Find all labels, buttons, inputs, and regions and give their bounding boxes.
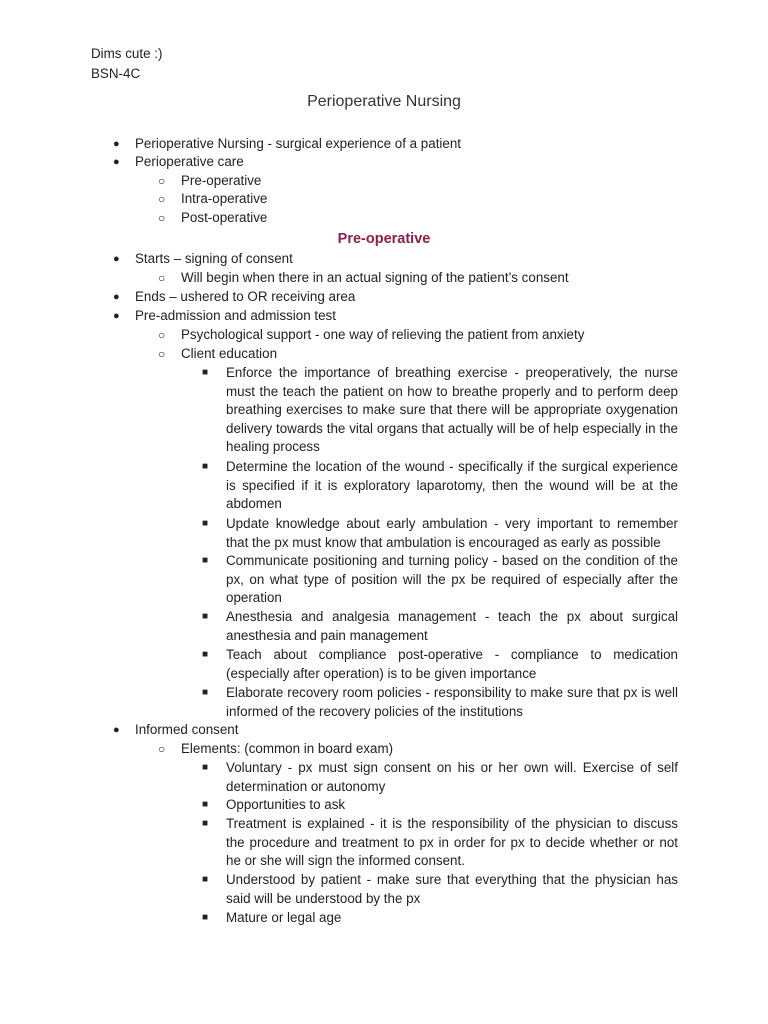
list-item-text: Intra-operative	[181, 191, 268, 206]
circle-bullet: ○	[158, 192, 166, 206]
circle-bullet: ○	[158, 211, 166, 225]
list-item-text: Informed consent	[135, 722, 239, 737]
list-item-text: Client education	[181, 346, 278, 361]
section-heading-preop: Pre-operative	[337, 231, 431, 247]
square-bullet: ■	[202, 874, 209, 885]
circle-bullet: ○	[158, 271, 166, 285]
disc-bullet: ●	[113, 138, 120, 150]
page-title: Perioperative Nursing	[307, 93, 461, 110]
list-item-text: Understood by patient - make sure that everything that the physician has said will be understood by the px	[226, 872, 678, 906]
list-item-text: Mature or legal age	[226, 910, 342, 925]
circle-bullet: ○	[158, 328, 166, 342]
list-item-text: Teach about compliance post-operative - compliance to medication (especially after operation) is to be given importance	[226, 647, 678, 681]
square-bullet: ■	[202, 367, 209, 378]
list-item-text: Elaborate recovery room policies - responsibility to make sure that px is well informed of the recovery policies of the institutions	[226, 685, 678, 719]
list-item-text: Post-operative	[181, 210, 268, 225]
square-bullet: ■	[202, 762, 209, 773]
list-item-text: Elements: (common in board exam)	[181, 741, 394, 756]
circle-bullet: ○	[158, 174, 166, 188]
list-item-text: Perioperative care	[135, 154, 244, 169]
author-line: Dims cute :)	[91, 46, 163, 61]
list-item-text: Pre-admission and admission test	[135, 308, 336, 323]
square-bullet: ■	[202, 611, 209, 622]
list-item-text: Psychological support - one way of relieving the patient from anxiety	[181, 327, 585, 342]
disc-bullet: ●	[113, 156, 120, 168]
list-item-text: Opportunities to ask	[226, 797, 346, 812]
list-item-text: Enforce the importance of breathing exercise - preoperatively, the nurse must the teach the patient on how to breathe properly and to perform deep breathing exercises to make sure that there will be appropriate oxygenation delivery towards the vital organs that actually will be of help especially in the healing process	[226, 365, 678, 455]
square-bullet: ■	[202, 555, 209, 566]
list-item-text: Pre-operative	[181, 173, 262, 188]
square-bullet: ■	[202, 912, 209, 923]
section-code: BSN-4C	[91, 66, 141, 81]
circle-bullet: ○	[158, 347, 166, 361]
square-bullet: ■	[202, 799, 209, 810]
list-item-text: Voluntary - px must sign consent on his or her own will. Exercise of self determination or autonomy	[226, 760, 678, 794]
square-bullet: ■	[202, 461, 209, 472]
list-item-text: Update knowledge about early ambulation - very important to remember that the px must know that ambulation is encouraged as early as possible	[226, 516, 678, 550]
list-item-text: Determine the location of the wound - specifically if the surgical experience is specified if it is exploratory laparotomy, then the wound will be at the abdomen	[226, 459, 678, 512]
list-item-text: Starts – signing of consent	[135, 251, 293, 266]
list-item-text: Ends – ushered to OR receiving area	[135, 289, 356, 304]
list-item-text: Communicate positioning and turning policy - based on the condition of the px, on what type of position will the px be required of especially after the operation	[226, 553, 678, 606]
list-item-text: Perioperative Nursing - surgical experience of a patient	[135, 136, 462, 151]
disc-bullet: ●	[113, 310, 120, 322]
disc-bullet: ●	[113, 724, 120, 736]
circle-bullet: ○	[158, 742, 166, 756]
square-bullet: ■	[202, 818, 209, 829]
square-bullet: ■	[202, 518, 209, 529]
disc-bullet: ●	[113, 291, 120, 303]
list-item-text: Anesthesia and analgesia management - teach the px about surgical anesthesia and pain management	[226, 609, 678, 643]
list-item-text: Will begin when there in an actual signing of the patient’s consent	[181, 270, 569, 285]
square-bullet: ■	[202, 649, 209, 660]
list-item-text: Treatment is explained - it is the responsibility of the physician to discuss the procedure and treatment to px in order for px to decide whether or not he or she will sign the informed consent.	[226, 816, 678, 869]
disc-bullet: ●	[113, 253, 120, 265]
square-bullet: ■	[202, 687, 209, 698]
